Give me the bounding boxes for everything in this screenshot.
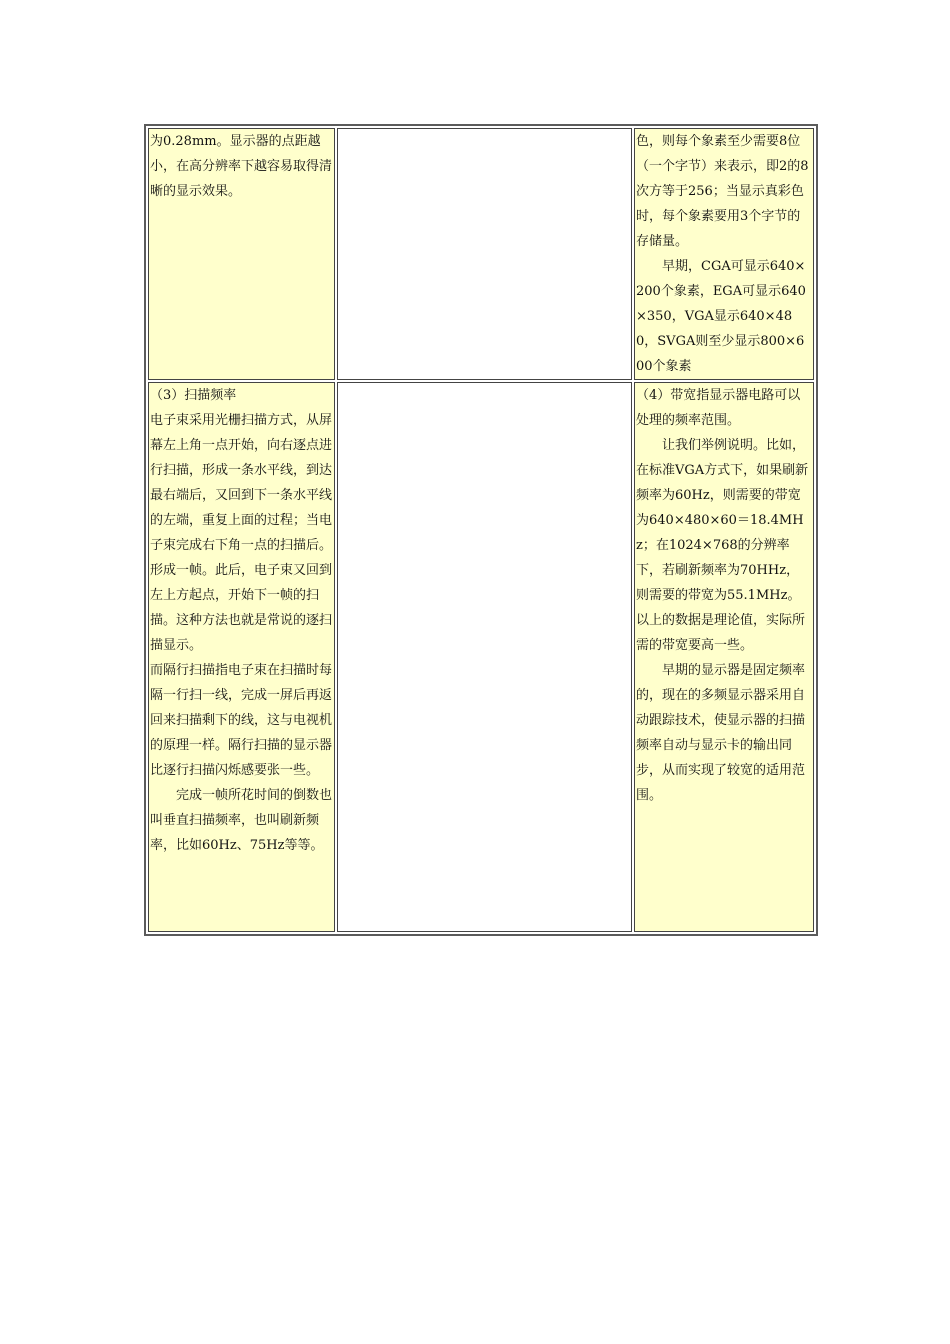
table-row <box>148 382 814 932</box>
document-table <box>144 124 818 936</box>
paragraph: 为0.28mm。显示器的点距越小，在高分辨率下越容易取得清晰的显示效果。 <box>150 134 333 199</box>
paragraph: 色，则每个象素至少需要8位（一个字节）来表示，即2的8次方等于256；当显示真彩色时，每个象素要用3个字节的存储量。 <box>636 134 809 249</box>
table-cell-right <box>634 382 814 932</box>
table-row <box>148 128 814 380</box>
table-cell-left <box>148 382 335 932</box>
paragraph: 让我们举例说明。比如，在标准VGA方式下，如果刷新频率为60Hz，则需要的带宽为640×480×60＝18.4MHz；在1024×768的分辨率下，若刷新频率为70HHz，则需要的带宽为55.1MHz。以上的数据是理论值，实际所需的带宽要高一些。 <box>636 438 809 653</box>
table-cell-middle-empty <box>337 128 632 380</box>
paragraph: （4）带宽指显示器电路可以处理的频率范围。 <box>636 388 801 428</box>
paragraph: 早期的显示器是固定频率的，现在的多频显示器采用自动跟踪技术，使显示器的扫描频率自动与显示卡的输出同步，从而实现了较宽的适用范围。 <box>636 663 806 803</box>
table-cell-left <box>148 128 335 380</box>
paragraph: 早期，CGA可显示640×200个象素，EGA可显示640×350，VGA显示640×480，SVGA则至少显示800×600个象素 <box>636 259 806 374</box>
paragraph: 而隔行扫描指电子束在扫描时每隔一行扫一线，完成一屏后再返回来扫描剩下的线，这与电视机的原理一样。隔行扫描的显示器比逐行扫描闪烁感要张一些。 <box>150 663 333 778</box>
paragraph: 电子束采用光栅扫描方式，从屏幕左上角一点开始，向右逐点进行扫描，形成一条水平线，到达最右端后，又回到下一条水平线的左端，重复上面的过程；当电子束完成右下角一点的扫描后。形成一帧。此后，电子束又回到左上方起点，开始下一帧的扫描。这种方法也就是常说的逐扫描显示。 <box>150 413 333 653</box>
paragraph: 完成一帧所花时间的倒数也叫垂直扫描频率，也叫刷新频率，比如60Hz、75Hz等等。 <box>150 788 333 853</box>
section-heading: （3）扫描频率 <box>150 388 237 403</box>
table-cell-right <box>634 128 814 380</box>
table-cell-middle-empty <box>337 382 632 932</box>
